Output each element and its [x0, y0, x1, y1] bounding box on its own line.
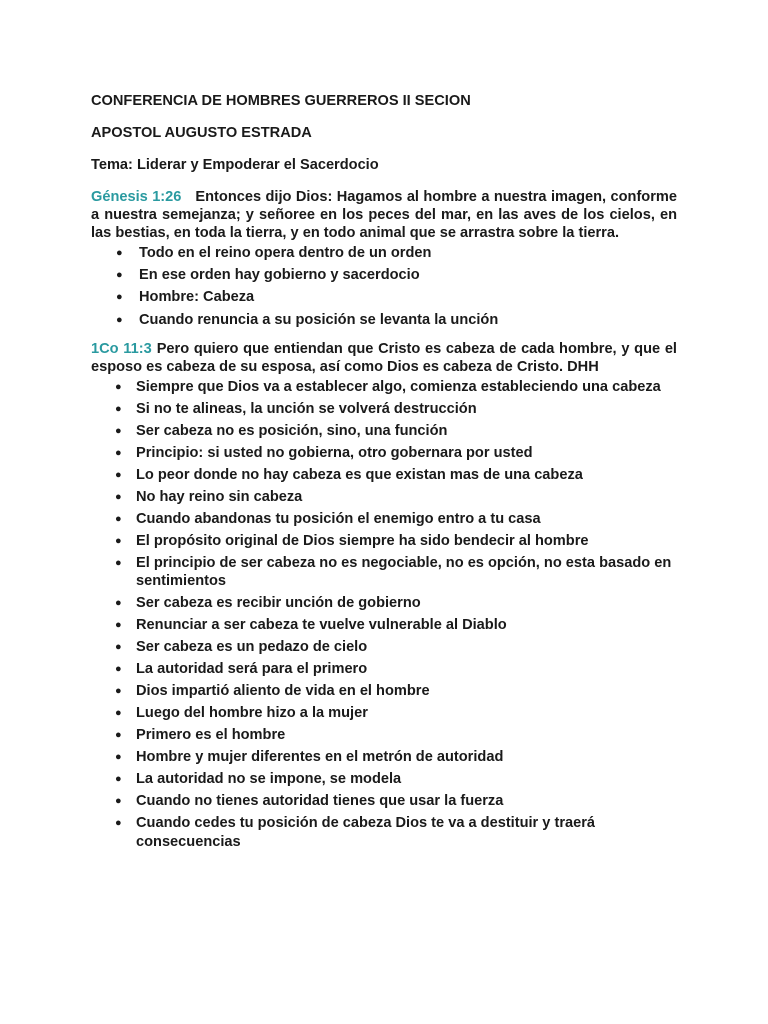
list-item — [91, 770, 677, 788]
bullet-list — [91, 378, 677, 851]
list-item-text: Principio: si usted no gobierna, otro gobernara por usted — [136, 445, 533, 462]
list-item-text: Cuando no tienes autoridad tienes que usar la fuerza — [136, 793, 504, 810]
bullet-icon: ● — [115, 403, 122, 416]
list-item-text: La autoridad no se impone, se modela — [136, 771, 402, 788]
list-item — [91, 748, 677, 766]
list-item — [91, 378, 677, 396]
list-item — [91, 682, 677, 700]
bullet-icon: ● — [115, 535, 122, 548]
list-item-text: Luego del hombre hizo a la mujer — [136, 705, 368, 722]
list-item-text: Ser cabeza es recibir unción de gobierno — [136, 595, 421, 612]
bullet-icon: ● — [115, 597, 122, 610]
list-item-text: Lo peor donde no hay cabeza es que existan mas de una cabeza — [136, 467, 583, 484]
list-item-text: Cuando abandonas tu posición el enemigo entro a tu casa — [136, 511, 541, 528]
list-item — [91, 616, 677, 634]
bullet-icon: ● — [116, 291, 123, 304]
list-item — [91, 311, 677, 329]
bullet-icon: ● — [115, 447, 122, 460]
list-item-text: Dios impartió aliento de vida en el hombre — [136, 683, 430, 700]
list-item-text: Cuando renuncia a su posición se levanta la unción — [139, 311, 499, 328]
bullet-icon: ● — [115, 751, 122, 764]
bullet-icon: ● — [115, 773, 122, 786]
bullet-icon: ● — [115, 469, 122, 482]
list-item — [91, 594, 677, 612]
bullet-icon: ● — [115, 619, 122, 632]
list-item — [91, 466, 677, 484]
verse-reference: 1Co 11:3 — [91, 340, 152, 357]
bullet-icon: ● — [116, 247, 123, 260]
list-item — [91, 488, 677, 506]
list-item-text: La autoridad será para el primero — [136, 661, 368, 678]
list-item-text: Ser cabeza es un pedazo de cielo — [136, 639, 368, 656]
document-author: APOSTOL AUGUSTO ESTRADA — [91, 125, 312, 142]
list-item — [91, 422, 677, 440]
bullet-icon: ● — [115, 663, 122, 676]
document-title: CONFERENCIA DE HOMBRES GUERREROS II SECION — [91, 93, 471, 109]
list-item — [91, 638, 677, 656]
bullet-icon: ● — [115, 491, 122, 504]
verse-text: Pero quiero que entiendan que Cristo es cabeza de cada hombre, y que el esposo es cabeza de su esposa, así como Dios es cabeza de Cristo. DHH — [91, 340, 677, 375]
bullet-icon: ● — [115, 381, 122, 394]
list-item — [91, 266, 677, 284]
verse-text: Entonces dijo Dios: Hagamos al hombre a nuestra imagen, conforme a nuestra semejanza; y señoree en los peces del mar, en las aves de los cielos, en las bestias, en toda la tierra, y en todo animal que se arrastra sobre la tierra. — [91, 188, 677, 242]
bullet-icon: ● — [115, 729, 122, 742]
bullet-icon: ● — [116, 313, 123, 326]
bullet-icon: ● — [115, 513, 122, 526]
list-item-text: Si no te alineas, la unción se volverá destrucción — [136, 401, 477, 418]
bullet-icon: ● — [116, 269, 123, 282]
list-item-text: Hombre: Cabeza — [139, 289, 255, 306]
list-item — [91, 792, 677, 810]
list-item-text: Ser cabeza no es posición, sino, una función — [136, 423, 448, 440]
verse-reference: Génesis 1:26 — [91, 188, 182, 205]
list-item — [91, 400, 677, 418]
list-item-text: El propósito original de Dios siempre ha sido bendecir al hombre — [136, 533, 589, 550]
bullet-icon: ● — [115, 707, 122, 720]
list-item — [91, 444, 677, 462]
bullet-icon: ● — [115, 557, 122, 570]
bullet-icon: ● — [115, 795, 122, 808]
list-item-text: Renunciar a ser cabeza te vuelve vulnerable al Diablo — [136, 617, 507, 634]
list-item-text: El principio de ser cabeza no es negociable, no es opción, no esta basado en sentimientos — [136, 555, 672, 590]
list-item — [91, 532, 677, 550]
verse-corinthians — [91, 340, 677, 376]
list-item — [91, 726, 677, 744]
bullet-icon: ● — [115, 425, 122, 438]
list-item-text: Todo en el reino opera dentro de un orden — [139, 245, 432, 262]
list-item-text: Hombre y mujer diferentes en el metrón de autoridad — [136, 749, 504, 766]
list-item — [91, 244, 677, 262]
list-item-text: Primero es el hombre — [136, 727, 286, 744]
list-item — [91, 554, 677, 590]
list-item-text: En ese orden hay gobierno y sacerdocio — [139, 267, 420, 284]
list-item — [91, 288, 677, 306]
bullet-list — [91, 244, 677, 328]
list-item — [91, 510, 677, 528]
bullet-icon: ● — [115, 641, 122, 654]
verse-genesis — [91, 188, 677, 243]
list-item-text: No hay reino sin cabeza — [136, 489, 303, 506]
bullet-icon: ● — [115, 685, 122, 698]
document-page — [91, 92, 677, 862]
document-theme: Tema: Liderar y Empoderar el Sacerdocio — [91, 157, 379, 174]
list-item — [91, 704, 677, 722]
bullet-icon: ● — [115, 817, 122, 830]
list-item-text: Siempre que Dios va a establecer algo, comienza estableciendo una cabeza — [136, 379, 661, 396]
list-item — [91, 814, 677, 850]
list-item — [91, 660, 677, 678]
list-item-text: Cuando cedes tu posición de cabeza Dios te va a destituir y traerá consecuencias — [136, 815, 596, 850]
